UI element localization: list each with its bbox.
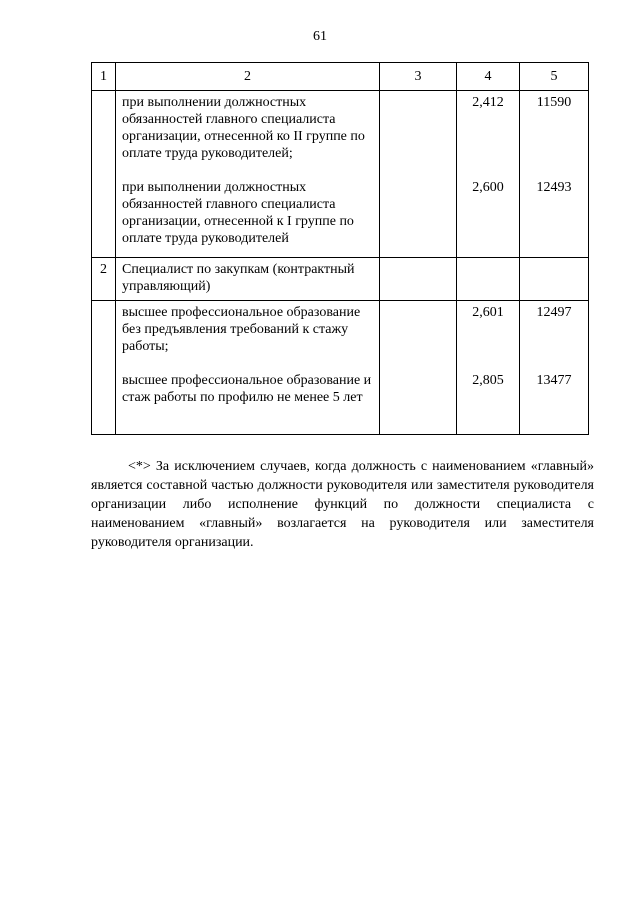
row-coefficient-cell	[457, 301, 520, 435]
page-number: 61	[313, 29, 327, 44]
coefficient-value: 2,601	[472, 305, 504, 320]
salary-value: 12497	[536, 305, 572, 320]
row-col3-cell	[380, 258, 457, 301]
row-col3-cell	[380, 91, 457, 258]
row-name-cell	[116, 91, 380, 258]
row-text-block: при выполнении должностных обязанностей главного специалиста организации, отнесенной ко II группе по оплате труда руководителей;	[122, 95, 365, 161]
coefficient-value: 2,805	[472, 373, 504, 388]
row-name-cell	[116, 301, 380, 435]
row-text-block: высшее профессиональное образование и стаж работы по профилю не менее 5 лет	[122, 373, 372, 405]
table-row	[92, 258, 589, 301]
header-cell: 1	[92, 63, 116, 91]
row-salary-cell	[520, 301, 589, 435]
salary-value: 13477	[536, 373, 572, 388]
row-text-block: высшее профессиональное образование без предъявления требований к стажу работы;	[122, 305, 361, 354]
table-row	[92, 301, 589, 435]
row-salary-cell	[520, 91, 589, 258]
row-coefficient-cell	[457, 91, 520, 258]
row-number-cell: 2	[92, 258, 116, 301]
row-name-cell: Специалист по закупкам (контрактный управляющий)	[116, 258, 380, 301]
table-header-row	[92, 63, 589, 91]
row-salary-cell	[520, 258, 589, 301]
coefficient-value: 2,412	[472, 95, 504, 110]
salary-value: 12493	[536, 180, 572, 195]
header-cell: 2	[116, 63, 380, 91]
header-cell: 5	[520, 63, 589, 91]
row-number-cell	[92, 91, 116, 258]
salary-value: 11590	[536, 95, 572, 110]
coefficient-value: 2,600	[472, 180, 504, 195]
table-row	[92, 91, 589, 258]
footnote: <*> За исключением случаев, когда должность с наименованием «главный» является составной частью должности руководителя или заместителя руководителя организации либо исполнение функций по должности специалиста с наименованием «главный» возлагается на руководителя или заместителя руководителя организации.	[91, 459, 594, 550]
header-cell: 3	[380, 63, 457, 91]
salary-table	[91, 62, 589, 435]
row-col3-cell	[380, 301, 457, 435]
row-number-cell	[92, 301, 116, 435]
row-coefficient-cell	[457, 258, 520, 301]
header-cell: 4	[457, 63, 520, 91]
row-text-block: при выполнении должностных обязанностей главного специалиста организации, отнесенной к I группе по оплате труда руководителей	[122, 180, 354, 246]
